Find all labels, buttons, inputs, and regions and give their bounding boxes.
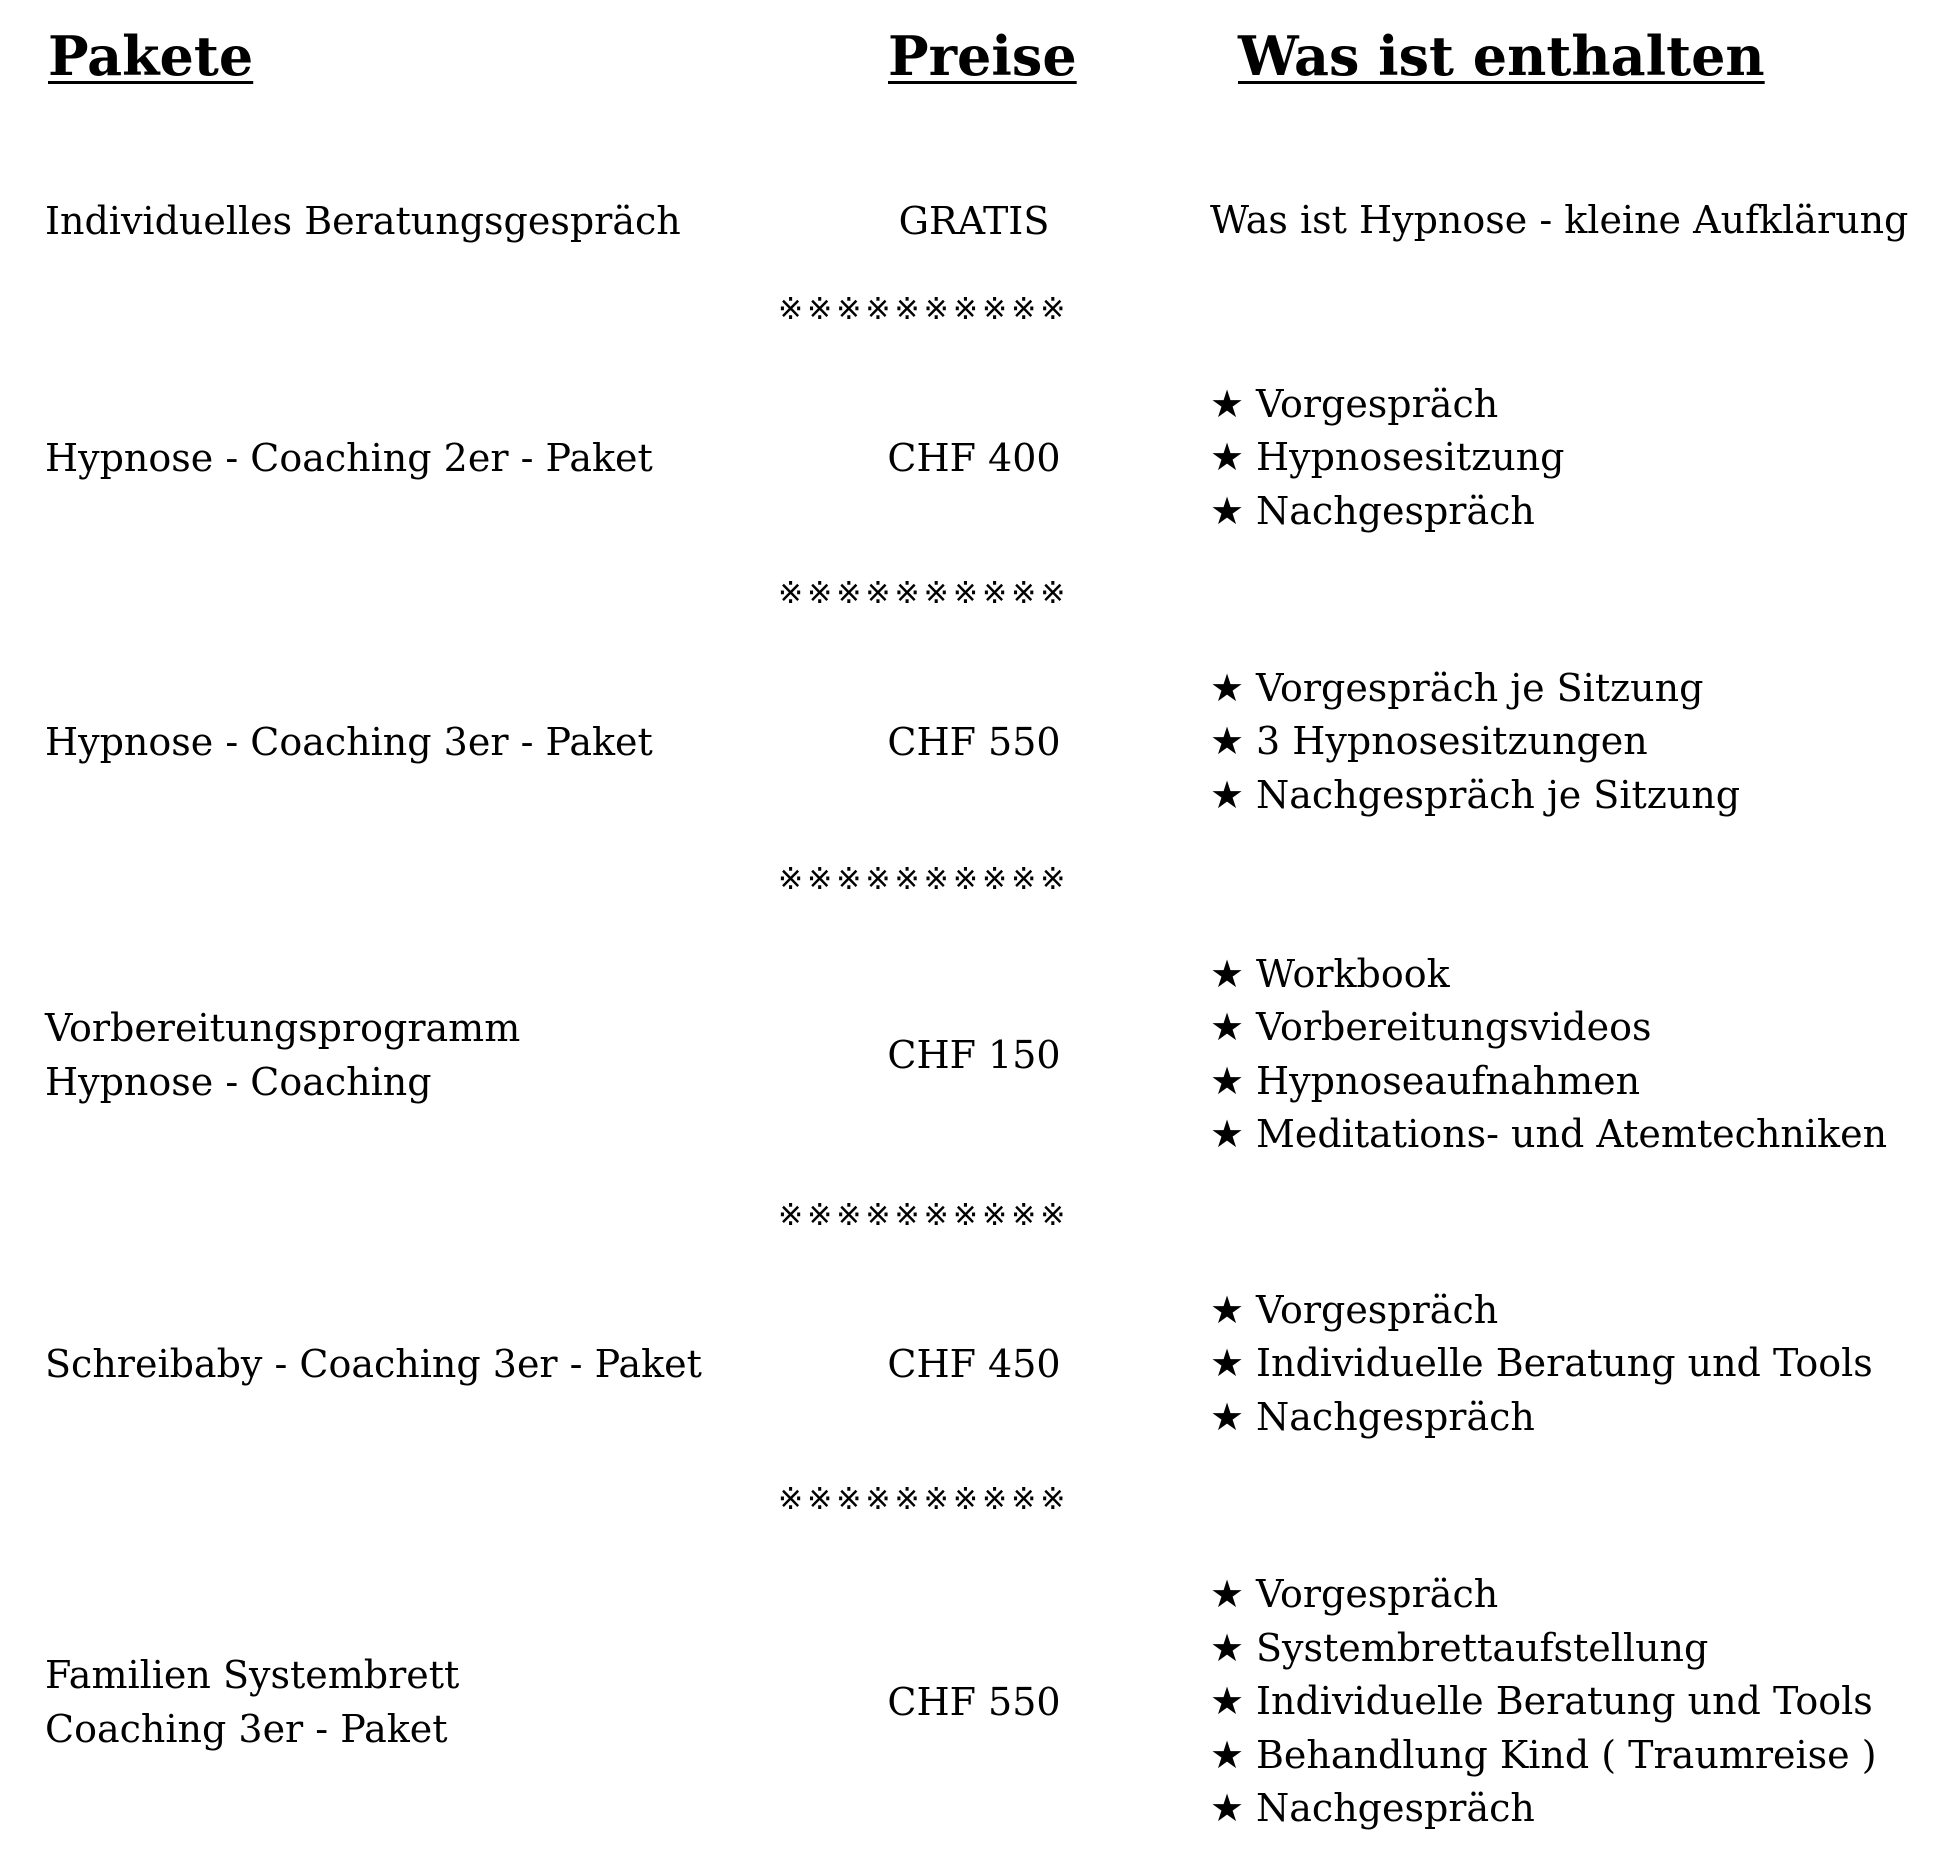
included-item: ★ Hypnosesitzung (1210, 431, 1940, 485)
package-name: Hypnose - Coaching 2er - Paket (45, 436, 653, 480)
separator: ※※※※※※※※※※ (778, 576, 1070, 611)
package-row (0, 378, 1944, 538)
package-row (0, 194, 1944, 248)
header-was-ist-enthalten: Was ist enthalten (1238, 24, 1765, 88)
included-list (1210, 662, 1940, 823)
package-row (0, 1284, 1944, 1444)
star-icon: ★ (1210, 1058, 1245, 1103)
included-item: ★ 3 Hypnosesitzungen (1210, 715, 1940, 769)
included-item: ★ Individuelle Beratung und Tools (1210, 1337, 1940, 1391)
star-icon: ★ (1210, 719, 1245, 764)
package-price: GRATIS (898, 199, 1050, 243)
included-item: ★ Nachgespräch (1210, 1782, 1940, 1836)
included-list (1210, 194, 1940, 248)
star-icon: ★ (1210, 1786, 1245, 1831)
star-icon: ★ (1210, 1112, 1245, 1156)
included-item: ★ Nachgespräch (1210, 1391, 1940, 1445)
header-preise: Preise (888, 24, 1077, 88)
package-row (0, 662, 1944, 822)
included-item: ★ Individuelle Beratung und Tools (1210, 1675, 1940, 1729)
included-item: ★ Behandlung Kind ( Traumreise ) (1210, 1729, 1940, 1783)
package-row (0, 1568, 1944, 1836)
included-item: ★ Workbook (1210, 948, 1940, 1002)
star-icon: ★ (1210, 435, 1245, 480)
package-price: CHF 550 (887, 720, 1061, 764)
included-item: ★ Vorbereitungsvideos (1210, 1001, 1940, 1055)
separator: ※※※※※※※※※※ (778, 1482, 1070, 1517)
star-icon: ★ (1210, 1287, 1245, 1332)
star-icon: ★ (1210, 665, 1245, 710)
star-icon: ★ (1210, 772, 1245, 817)
separator: ※※※※※※※※※※ (778, 1198, 1070, 1233)
star-icon: ★ (1210, 381, 1245, 426)
included-item: ★ Vorgespräch je Sitzung (1210, 662, 1940, 716)
included-item: Was ist Hypnose - kleine Aufklärung (1210, 198, 1909, 243)
star-icon: ★ (1210, 1625, 1245, 1670)
included-item: ★ Vorgespräch (1210, 1568, 1940, 1622)
package-name: Vorbereitungsprogramm Hypnose - Coaching (45, 1005, 521, 1104)
package-price: CHF 400 (887, 436, 1061, 480)
included-item: ★ Nachgespräch je Sitzung (1210, 769, 1940, 823)
package-price: CHF 550 (887, 1680, 1061, 1724)
separator: ※※※※※※※※※※ (778, 292, 1070, 327)
header-pakete: Pakete (48, 24, 254, 88)
package-name: Schreibaby - Coaching 3er - Paket (45, 1342, 702, 1386)
package-name: Familien Systembrett Coaching 3er - Paket (45, 1653, 460, 1751)
separator: ※※※※※※※※※※ (778, 862, 1070, 897)
included-item: ★ Vorgespräch (1210, 378, 1940, 432)
included-item: ★ Meditations- und Atemtechniken (1210, 1108, 1940, 1162)
package-name: Individuelles Beratungsgespräch (45, 199, 681, 243)
package-price: CHF 450 (887, 1342, 1061, 1386)
included-list (1210, 1284, 1940, 1445)
included-list (1210, 948, 1940, 1162)
package-name: Hypnose - Coaching 3er - Paket (45, 720, 653, 764)
star-icon: ★ (1210, 1679, 1245, 1724)
star-icon: ★ (1210, 1732, 1245, 1777)
included-item: ★ Hypnoseaufnahmen (1210, 1055, 1940, 1109)
included-list (1210, 1568, 1940, 1836)
star-icon: ★ (1210, 1394, 1245, 1439)
package-row (0, 947, 1944, 1162)
star-icon: ★ (1210, 1572, 1245, 1617)
included-list (1210, 378, 1940, 539)
star-icon: ★ (1210, 488, 1245, 533)
included-item: ★ Vorgespräch (1210, 1284, 1940, 1338)
star-icon: ★ (1210, 1341, 1245, 1386)
package-price: CHF 150 (887, 1032, 1061, 1077)
star-icon: ★ (1210, 951, 1245, 996)
included-item: ★ Nachgespräch (1210, 485, 1940, 539)
included-item: ★ Systembrettaufstellung (1210, 1622, 1940, 1676)
star-icon: ★ (1210, 1005, 1245, 1049)
